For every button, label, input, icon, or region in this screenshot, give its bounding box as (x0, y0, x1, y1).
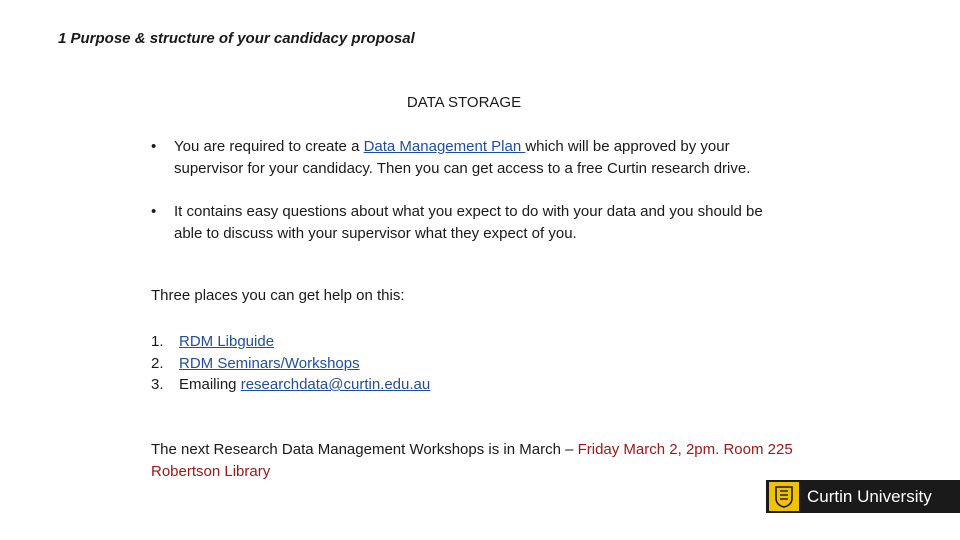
bullet-marker: • (151, 138, 157, 155)
bullet-text (174, 136, 771, 179)
list-item (151, 353, 430, 375)
curtin-crest-icon (769, 482, 799, 511)
data-management-plan-link[interactable]: Data Management Plan (363, 138, 526, 155)
bullet-text-after: which will be approved by your supervisor for your candidacy. Then you can get access to a free Curtin research drive. (174, 138, 751, 177)
list-number: 1. (151, 333, 164, 350)
rdm-seminars-link[interactable]: RDM Seminars/Workshops (179, 354, 360, 372)
email-link[interactable]: researchdata@curtin.edu.au (240, 376, 431, 393)
bullet-item (151, 201, 771, 244)
list-prefix: Emailing (179, 376, 241, 393)
list-item (151, 331, 430, 353)
logo-text: Curtin University (807, 486, 932, 506)
help-intro: Three places you can get help on this: (151, 287, 405, 304)
curtin-logo (766, 480, 960, 513)
next-workshop-details: Friday March 2, 2pm. Room 225 Robertson Library (151, 441, 793, 480)
next-workshop-text: The next Research Data Management Workshops is in March – (151, 441, 578, 458)
list-number: 2. (151, 354, 164, 372)
bullet-text-before: You are required to create a (174, 138, 364, 155)
rdm-libguide-link[interactable]: RDM Libguide (179, 333, 275, 350)
next-workshop-note (151, 439, 831, 482)
bullet-marker: • (151, 203, 157, 220)
help-list (151, 331, 430, 396)
list-item (151, 374, 430, 396)
bullet-text: It contains easy questions about what you expect to do with your data and you should be able to discuss with your supervisor what they expect of you. (174, 203, 763, 242)
bullet-list (151, 136, 771, 266)
section-heading: 1 Purpose & structure of your candidacy proposal (58, 30, 415, 47)
list-number: 3. (151, 376, 164, 393)
bullet-item (151, 136, 771, 179)
page-title: DATA STORAGE (406, 94, 522, 111)
